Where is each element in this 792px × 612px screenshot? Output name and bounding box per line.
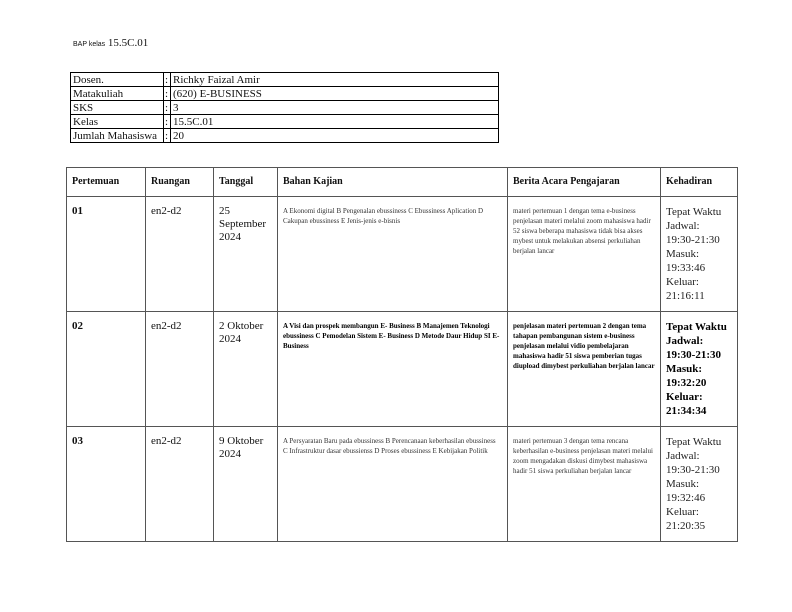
attendance-in: 19:32:46 — [666, 492, 706, 504]
course-info-table — [70, 72, 499, 143]
cell-berita-acara: materi pertemuan 1 dengan tema e-business penjelasan materi melalui zoom mahasiswa hadir 52 siswa beberapa mahasiswa tidak bisa akses mybest untuk melakukan absensi perkuliahan berjalan lancar — [508, 197, 661, 312]
info-row — [71, 115, 499, 129]
info-value: 15.5C.01 — [171, 115, 499, 129]
info-separator: : — [164, 115, 171, 129]
table-row — [67, 197, 738, 312]
attendance-schedule: 19:30-21:30 — [666, 349, 721, 361]
cell-bahan-kajian: A Visi dan prospek membangun E- Business B Manajemen Teknologi ebussiness C Pemodelan Sistem E- Business D Metode Daur Hidup SI E- Business — [278, 312, 508, 427]
cell-bahan-kajian: A Ekonomi digital B Pengenalan ebussiness C Ebussiness Aplication D Cakupan ebussiness E Jenis-jenis e-bisnis — [278, 197, 508, 312]
header-ruangan: Ruangan — [146, 168, 214, 197]
info-separator: : — [164, 101, 171, 115]
attendance-out: 21:20:35 — [666, 520, 706, 532]
attendance-schedule-label: Jadwal: — [666, 220, 700, 232]
info-row — [71, 73, 499, 87]
table-row — [67, 312, 738, 427]
cell-berita-acara: materi pertemuan 3 dengan tema rencana keberhasilan e-business penjelasan materi melalui zoom mengadakan diskusi dimybest mahasiswa hadir 51 siswa perkuliahan berjalan lancar — [508, 427, 661, 542]
attendance-schedule: 19:30-21:30 — [666, 234, 720, 246]
attendance-status: Tepat Waktu — [666, 206, 722, 218]
attendance-out: 21:34:34 — [666, 405, 707, 417]
cell-tanggal: 2 Oktober 2024 — [214, 312, 278, 427]
attendance-out-label: Keluar: — [666, 391, 703, 403]
attendance-schedule-label: Jadwal: — [666, 450, 700, 462]
schedule-table — [66, 167, 738, 542]
header-kehadiran: Kehadiran — [661, 168, 738, 197]
cell-ruangan: en2-d2 — [146, 197, 214, 312]
attendance-status: Tepat Waktu — [666, 321, 727, 333]
table-header-row — [67, 168, 738, 197]
attendance-in-label: Masuk: — [666, 478, 699, 490]
attendance-in-label: Masuk: — [666, 363, 703, 375]
attendance-out: 21:16:11 — [666, 290, 705, 302]
info-label: Kelas — [71, 115, 164, 129]
document-title — [73, 37, 148, 49]
info-row — [71, 129, 499, 143]
info-row — [71, 87, 499, 101]
info-separator: : — [164, 73, 171, 87]
cell-pertemuan: 02 — [67, 312, 146, 427]
cell-pertemuan: 03 — [67, 427, 146, 542]
attendance-out-label: Keluar: — [666, 506, 699, 518]
info-label: Matakuliah — [71, 87, 164, 101]
attendance-in-label: Masuk: — [666, 248, 699, 260]
attendance-out-label: Keluar: — [666, 276, 699, 288]
header-bahan-kajian: Bahan Kajian — [278, 168, 508, 197]
cell-pertemuan: 01 — [67, 197, 146, 312]
info-separator: : — [164, 129, 171, 143]
cell-berita-acara: penjelasan materi pertemuan 2 dengan tema tahapan pembangunan sistem e-business penjelasan melalui vidio pembelajaran mahasiswa hadir 51 siswa pemberian tugas diupload dimybest perkuliahan berjalan lancar — [508, 312, 661, 427]
header-tanggal: Tanggal — [214, 168, 278, 197]
info-value: 3 — [171, 101, 499, 115]
title-prefix: BAP kelas — [73, 41, 106, 48]
info-separator: : — [164, 87, 171, 101]
header-berita-acara: Berita Acara Pengajaran — [508, 168, 661, 197]
attendance-in: 19:33:46 — [666, 262, 706, 274]
info-value: (620) E-BUSINESS — [171, 87, 499, 101]
info-label: Jumlah Mahasiswa — [71, 129, 164, 143]
cell-kehadiran — [661, 427, 738, 542]
cell-tanggal: 9 Oktober 2024 — [214, 427, 278, 542]
cell-ruangan: en2-d2 — [146, 312, 214, 427]
info-label: Dosen. — [71, 73, 164, 87]
attendance-schedule-label: Jadwal: — [666, 335, 704, 347]
info-value: 20 — [171, 129, 499, 143]
info-value: Richky Faizal Amir — [171, 73, 499, 87]
cell-bahan-kajian: A Persyaratan Baru pada ebussiness B Perencanaan keberhasilan ebussiness C Infrastruktur dasar ebussienss D Proses ebussiness E Kebijakan Politik — [278, 427, 508, 542]
cell-kehadiran — [661, 197, 738, 312]
cell-tanggal: 25 September 2024 — [214, 197, 278, 312]
cell-kehadiran — [661, 312, 738, 427]
info-label: SKS — [71, 101, 164, 115]
table-row — [67, 427, 738, 542]
cell-ruangan: en2-d2 — [146, 427, 214, 542]
title-class: 15.5C.01 — [107, 37, 149, 49]
header-pertemuan: Pertemuan — [67, 168, 146, 197]
attendance-status: Tepat Waktu — [666, 436, 722, 448]
attendance-in: 19:32:20 — [666, 377, 707, 389]
attendance-schedule: 19:30-21:30 — [666, 464, 720, 476]
info-row — [71, 101, 499, 115]
